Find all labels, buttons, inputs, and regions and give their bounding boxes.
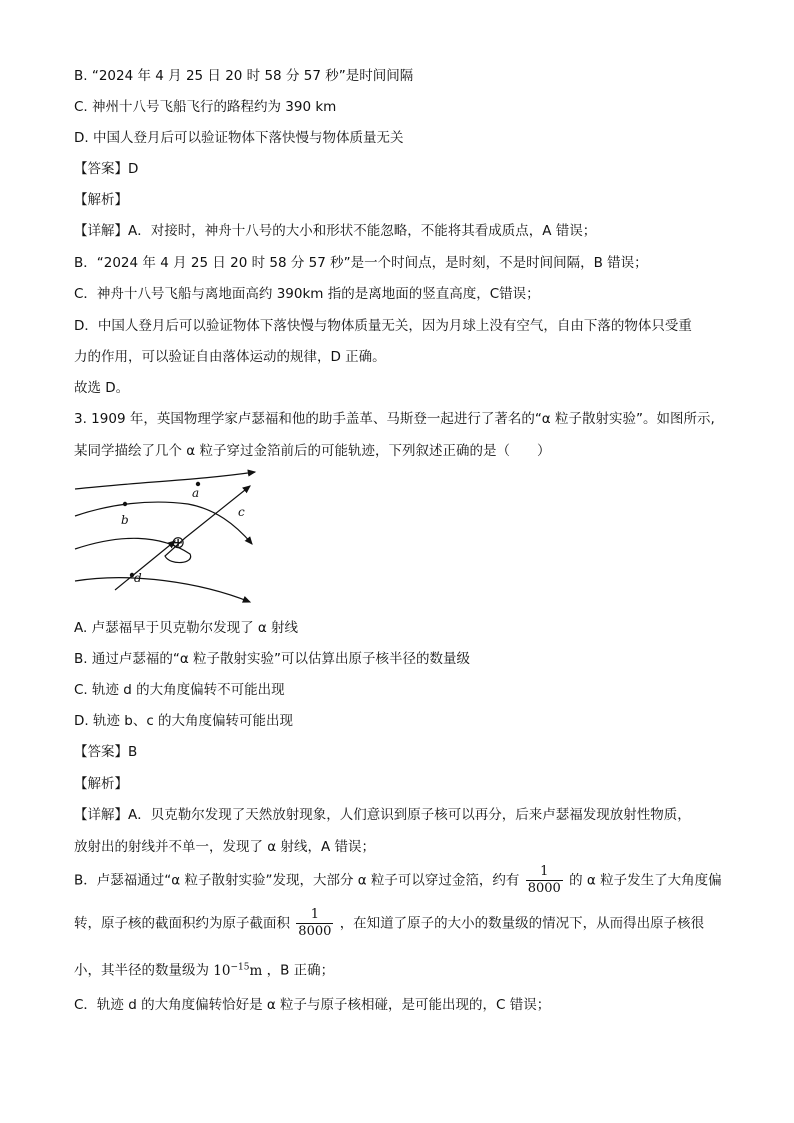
explanation-b-2-start: 转，原子核的截面积约为原子截面积 bbox=[74, 915, 290, 932]
analysis-heading: 【解析】 bbox=[74, 776, 128, 792]
question-3-stem-1: 3. 1909 年，英国物理学家卢瑟福和他的助手盖革、马斯登一起进行了著名的“α 粒子散射实验”。如图所示, bbox=[74, 411, 715, 427]
option-c: C. 轨迹 d 的大角度偏转不可能出现 bbox=[74, 682, 285, 698]
fraction-numerator: 1 bbox=[526, 864, 563, 881]
trajectory-b bbox=[75, 502, 252, 544]
answer: 【答案】B bbox=[74, 744, 138, 760]
fraction-denominator: 8000 bbox=[298, 924, 332, 939]
radius-magnitude bbox=[213, 963, 262, 979]
explanation-c: C．轨迹 d 的大角度偏转恰好是 α 粒子与原子核相碰，是可能出现的，C 错误； bbox=[74, 997, 551, 1013]
fraction-denominator: 8000 bbox=[527, 881, 561, 896]
label-d: d bbox=[134, 571, 142, 585]
power-exponent: −15 bbox=[230, 962, 250, 972]
answer-prev: 【答案】D bbox=[74, 161, 139, 177]
trajectory-d-reflect bbox=[115, 541, 175, 590]
explanation-b-3 bbox=[74, 957, 334, 981]
explanation-a-2: 放射出的射线并不单一，发现了 α 射线，A 错误； bbox=[74, 839, 376, 855]
explanation-a-prev: 【详解】A．对接时，神舟十八号的大小和形状不能忽略，不能将其看成质点，A 错误； bbox=[74, 223, 597, 239]
conclusion-prev: 故选 D。 bbox=[74, 380, 130, 396]
nucleus-icon: ⊕ bbox=[171, 533, 186, 553]
question-3-stem-2: 某同学描绘了几个 α 粒子穿过金箔前后的可能轨迹，下列叙述正确的是（ ） bbox=[74, 443, 551, 459]
explanation-c-prev: C．神舟十八号飞船与离地面高约 390km 指的是离地面的竖直高度，C错误； bbox=[74, 286, 540, 302]
unit: m bbox=[249, 962, 263, 979]
power-base: 10 bbox=[213, 962, 231, 979]
explanation-d-prev-1: D．中国人登月后可以验证物体下落快慢与物体质量无关，因为月球上没有空气，自由下落的物体只受重 bbox=[74, 318, 692, 334]
option-d: D. 轨迹 b、c 的大角度偏转可能出现 bbox=[74, 713, 294, 729]
trajectory-a bbox=[75, 472, 255, 489]
explanation-b-prev: B．“2024 年 4 月 25 日 20 时 58 分 57 秒”是一个时间点，是时刻，不是时间间隔，B 错误； bbox=[74, 255, 648, 271]
label-a: a bbox=[192, 486, 200, 500]
fraction-numerator: 1 bbox=[296, 907, 333, 924]
explanation-b-1 bbox=[74, 864, 722, 897]
option-c-prev: C. 神州十八号飞船飞行的路程约为 390 km bbox=[74, 99, 337, 115]
explanation-b-1-end: 的 α 粒子发生了大角度偏 bbox=[569, 872, 722, 889]
analysis-heading-prev: 【解析】 bbox=[74, 192, 128, 208]
option-b-prev: B. “2024 年 4 月 25 日 20 时 58 分 57 秒”是时间间隔 bbox=[74, 68, 414, 84]
fraction-1-8000 bbox=[526, 864, 563, 897]
explanation-a-1: 【详解】A．贝克勒尔发现了天然放射现象，人们意识到原子核可以再分，后来卢瑟福发现放射性物质， bbox=[74, 807, 691, 823]
label-c: c bbox=[238, 505, 245, 519]
explanation-b-2-end: ，在知道了原子的大小的数量级的情况下，从而得出原子核很 bbox=[339, 915, 705, 932]
option-d-prev: D. 中国人登月后可以验证物体下落快慢与物体质量无关 bbox=[74, 130, 404, 146]
point-b bbox=[123, 502, 127, 506]
explanation-b-3-start: 小，其半径的数量级为 bbox=[74, 962, 209, 979]
explanation-b-1-start: B．卢瑟福通过“α 粒子散射实验”发现，大部分 α 粒子可以穿过金箔，约有 bbox=[74, 872, 520, 889]
alpha-scattering-figure bbox=[70, 464, 270, 612]
trajectory-d bbox=[75, 578, 250, 602]
explanation-b-3-end: ，B 正确； bbox=[266, 962, 335, 979]
option-a: A. 卢瑟福早于贝克勒尔发现了 α 射线 bbox=[74, 620, 299, 636]
option-b: B. 通过卢瑟福的“α 粒子散射实验”可以估算出原子核半径的数量级 bbox=[74, 651, 471, 667]
explanation-d-prev-2: 力的作用，可以验证自由落体运动的规律，D 正确。 bbox=[74, 349, 386, 365]
label-b: b bbox=[121, 513, 129, 527]
fraction-1-8000-second bbox=[296, 907, 333, 940]
explanation-b-2 bbox=[74, 907, 704, 940]
